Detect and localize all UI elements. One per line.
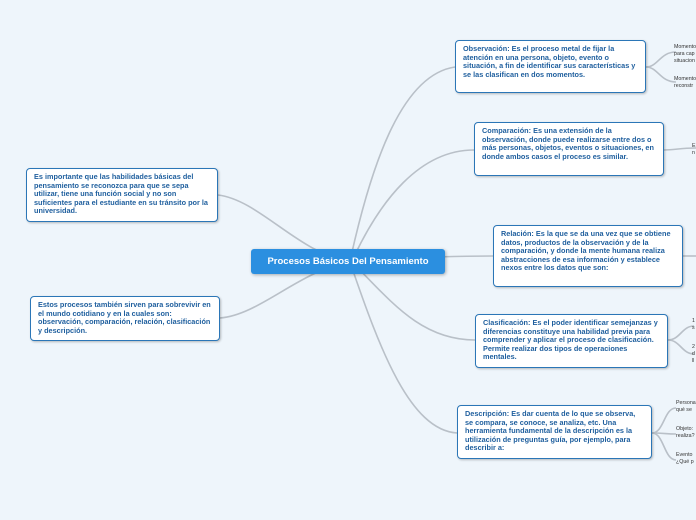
connector-comparacion — [352, 150, 474, 261]
connector-observacion — [350, 67, 455, 261]
leaf-descripcion-persona[interactable]: Persona — [676, 400, 696, 406]
leaf-comparacion-2[interactable]: n — [692, 150, 695, 156]
connector-descripcion — [350, 262, 457, 433]
central-topic[interactable]: Procesos Básicos Del Pensamiento — [251, 249, 445, 274]
node-observacion[interactable]: Observación: Es el proceso metal de fijar la atención en una persona, objeto, evento o situación, a fin de identificar sus características y se las clasifican en dos momentos. — [455, 40, 646, 93]
leaf-observacion-1[interactable]: Momento — [674, 44, 696, 50]
leaf-descripcion-objeto[interactable]: Objeto: — [676, 426, 694, 432]
leaf-clasificacion-2[interactable]: 2 — [692, 344, 695, 350]
node-relacion[interactable]: Relación: Es la que se da una vez que se obtiene datos, productos de la observación y de la comparación, y donde la mente humana realiza abstracciones de esa información y establece nexos entre los datos que son: — [493, 225, 683, 287]
leaf-clasificacion-1[interactable]: 1 — [692, 318, 695, 324]
leaf-clasificacion-2c[interactable]: ll — [692, 358, 695, 364]
leaf-descripcion-evento[interactable]: Evento — [676, 452, 693, 458]
leaf-observacion-1c[interactable]: situacion — [674, 58, 695, 64]
leaf-observacion-2[interactable]: Momento — [674, 76, 696, 82]
leaf-descripcion-persona-b[interactable]: qué se — [676, 407, 692, 413]
leaf-descripcion-evento-b[interactable]: ¿Qué p — [676, 459, 694, 465]
leaf-comparacion-1[interactable]: E — [692, 143, 696, 149]
leaf-observacion-2b[interactable]: reconstr — [674, 83, 694, 89]
leaf-clasificacion-1b[interactable]: s — [692, 325, 695, 331]
node-descripcion[interactable]: Descripción: Es dar cuenta de lo que se observa, se compara, se conoce, se analiza, etc. Una herramienta fundamental de la descripción es la utilización de preguntas guía, por ejemplo, para describir a: — [457, 405, 652, 459]
leaf-clasificacion-2b[interactable]: d — [692, 351, 695, 357]
node-clasificacion[interactable]: Clasificación: Es el poder identificar semejanzas y diferencias constituye una habilidad previa para comprender y aplicar el proceso de clasificación. Permite realizar dos tipos de operaciones mentales. — [475, 314, 668, 368]
node-comparacion[interactable]: Comparación: Es una extensión de la observación, donde puede realizarse entre dos o más personas, objetos, eventos o situaciones, en donde ambos casos el proceso es similar. — [474, 122, 664, 176]
leaf-observacion-1b[interactable]: para cap — [674, 51, 695, 57]
leaf-descripcion-objeto-b[interactable]: realiza? — [676, 433, 695, 439]
node-importancia[interactable]: Es importante que las habilidades básicas del pensamiento se reconozca para que se sepa utilizar, tiene una función social y no son suficientes para el estudiante en su tránsito por la universidad. — [26, 168, 218, 222]
node-sobrevivir[interactable]: Estos procesos también sirven para sobrevivir en el mundo cotidiano y en la cuales son: observación, comparación, relación, clasificación y descripción. — [30, 296, 220, 341]
